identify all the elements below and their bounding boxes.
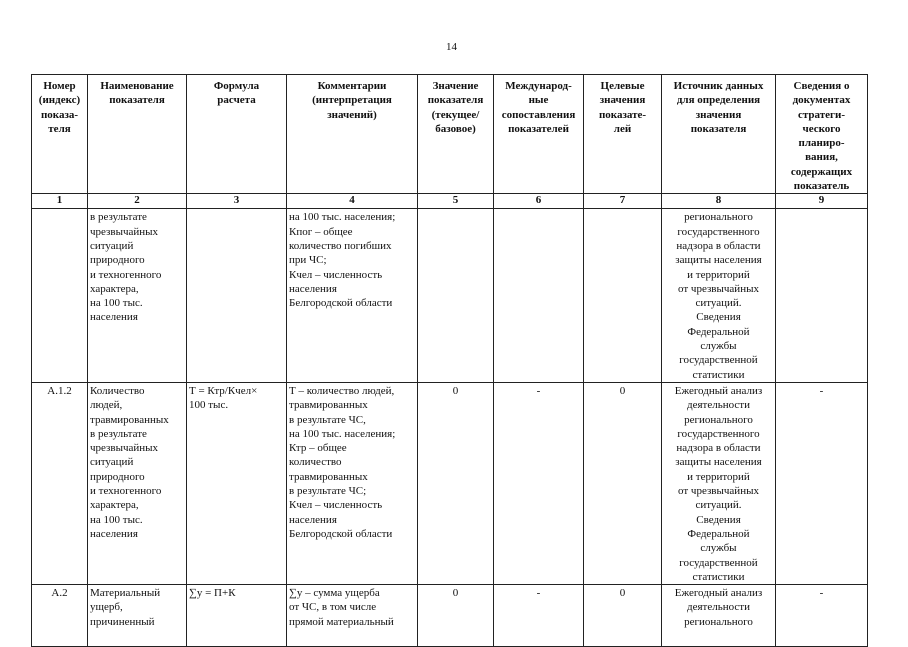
header-line: показатель [793, 180, 850, 193]
comment-line: Ктр – общее [289, 442, 347, 455]
data-source-line: Федеральной [687, 325, 750, 338]
data-source-line: регионального [684, 615, 753, 628]
column-number: 6 [494, 194, 584, 209]
column-number: 3 [187, 194, 287, 209]
data-source-line: государственной [679, 354, 758, 367]
international-comparison: - [536, 587, 541, 600]
indicator-name-line: ситуаций [90, 456, 134, 469]
indicator-name-cell [88, 209, 187, 383]
data-source-line: ситуаций. [695, 499, 742, 512]
strategic-documents: - [819, 384, 824, 397]
indicator-name-line: Количество [90, 384, 145, 397]
indicator-name-cell [88, 382, 187, 584]
data-source-line: статистики [692, 570, 745, 583]
indicator-name-line: причиненный [90, 615, 155, 628]
column-header-3 [187, 75, 287, 194]
indicator-name-line: травмированных [90, 413, 169, 426]
header-line: Наименование [100, 80, 174, 92]
data-source-cell [662, 585, 776, 647]
comment-line: на 100 тыс. населения; [289, 211, 396, 224]
comment-line: населения [289, 282, 337, 295]
indicators-table [31, 74, 868, 647]
comment-line: при ЧС; [289, 254, 327, 267]
data-source-line: регионального [684, 413, 753, 426]
indicator-name-line: природного [90, 470, 145, 483]
data-source-line: службы [700, 340, 737, 353]
comment-line: травмированных [289, 399, 368, 412]
column-number: 1 [32, 194, 88, 209]
indicator-name-line: природного [90, 254, 145, 267]
comment-cell [287, 209, 418, 383]
indicator-name-line: в результате [90, 211, 147, 224]
table-row [32, 209, 868, 383]
data-source-line: надзора в области [676, 442, 761, 455]
header-line: вания, [805, 151, 838, 164]
data-source-line: и территорий [687, 268, 750, 281]
target-value-cell [584, 209, 662, 383]
header-line: документах [792, 94, 851, 107]
comment-line: в результате ЧС, [289, 413, 366, 426]
column-header-6 [494, 75, 584, 194]
data-source-line: Сведения [696, 513, 741, 526]
international-comparison-cell [494, 209, 584, 383]
indicator-name-line: на 100 тыс. [90, 513, 143, 526]
indicator-name-line: и техногенного [90, 485, 162, 498]
strategic-documents: - [819, 587, 824, 600]
data-source-line: и территорий [687, 470, 750, 483]
data-source-line: надзора в области [676, 239, 761, 252]
data-source-line: защиты населения [675, 456, 762, 469]
indicator-value-cell [418, 209, 494, 383]
indicator-name-line: населения [90, 527, 138, 540]
column-number: 7 [584, 194, 662, 209]
indicator-index-cell [32, 585, 88, 647]
header-line: показателей [508, 122, 569, 135]
indicator-name-line: характера, [90, 499, 139, 512]
table-row [32, 585, 868, 647]
header-line: Сведения о [793, 80, 850, 92]
data-source-line: защиты населения [675, 254, 762, 267]
header-line: для определения [676, 94, 761, 107]
comment-line: травмированных [289, 470, 368, 483]
indicator-name-line: характера, [90, 282, 139, 295]
data-source-line: Федеральной [687, 527, 750, 540]
header-line: Целевые [600, 80, 645, 92]
column-number: 2 [88, 194, 187, 209]
data-source-line: от чрезвычайных [678, 485, 759, 498]
column-header-2 [88, 75, 187, 194]
comment-line: Кчел – численность [289, 268, 383, 281]
column-number: 9 [776, 194, 868, 209]
formula-cell [187, 382, 287, 584]
target-value: 0 [619, 587, 626, 600]
header-line: (текущее/ [431, 108, 480, 121]
comment-cell [287, 382, 418, 584]
column-number-row [32, 194, 868, 209]
page-number: 14 [446, 41, 457, 53]
comment-cell [287, 585, 418, 647]
header-line: Комментарии [317, 80, 387, 92]
target-value-cell [584, 382, 662, 584]
indicator-index: А.2 [51, 587, 68, 600]
header-line: ные [528, 94, 549, 107]
data-source-line: регионального [684, 211, 753, 224]
column-header-7 [584, 75, 662, 194]
comment-line: на 100 тыс. населения; [289, 427, 396, 440]
data-source-line: деятельности [687, 399, 750, 412]
indicator-index: А.1.2 [47, 384, 72, 397]
indicator-name-line: населения [90, 311, 138, 324]
comment-line: количество [289, 456, 342, 469]
header-line: значения [599, 94, 646, 107]
comment-line: Кчел – численность [289, 499, 383, 512]
comment-line: населения [289, 513, 337, 526]
data-source-line: службы [700, 542, 737, 555]
column-header-8 [662, 75, 776, 194]
international-comparison: - [536, 384, 541, 397]
data-source-line: ситуаций. [695, 297, 742, 310]
header-line: показателя [109, 94, 165, 107]
international-comparison-cell [494, 382, 584, 584]
strategic-documents-cell [776, 382, 868, 584]
column-number: 8 [662, 194, 776, 209]
comment-line: прямой материальный [289, 615, 394, 628]
header-line: стратеги- [797, 108, 846, 121]
comment-line: Белгородской области [289, 297, 393, 310]
header-row [32, 75, 868, 194]
indicator-name-line: людей, [90, 399, 123, 412]
header-line: Формула [213, 80, 260, 92]
indicator-value: 0 [452, 384, 459, 397]
header-line: сопоставления [501, 108, 576, 121]
formula-cell [187, 209, 287, 383]
column-header-9 [776, 75, 868, 194]
header-line: расчета [217, 94, 256, 107]
column-header-1 [32, 75, 88, 194]
header-line: лей [613, 122, 632, 135]
header-line: значения [695, 108, 742, 121]
formula-line: Т = Ктр/Кчел× [189, 384, 258, 397]
target-value: 0 [619, 384, 626, 397]
indicator-value-cell [418, 382, 494, 584]
comment-line: Белгородской области [289, 527, 393, 540]
indicator-name-line: и техногенного [90, 268, 162, 281]
column-number: 4 [287, 194, 418, 209]
data-source-line: деятельности [687, 601, 750, 614]
indicator-name-line: чрезвычайных [90, 442, 159, 455]
comment-line: Т – количество людей, [289, 384, 395, 397]
formula-cell [187, 585, 287, 647]
header-line: теля [48, 122, 71, 135]
target-value-cell [584, 585, 662, 647]
indicator-value: 0 [452, 587, 459, 600]
header-line: Значение [432, 80, 479, 92]
comment-line: от ЧС, в том числе [289, 601, 377, 614]
indicator-index-cell [32, 209, 88, 383]
data-source-line: государственного [677, 427, 760, 440]
comment-line: количество погибших [289, 239, 392, 252]
data-source-cell [662, 209, 776, 383]
indicator-name-line: чрезвычайных [90, 225, 159, 238]
header-line: базовое) [435, 122, 476, 135]
header-line: планиро- [798, 137, 845, 150]
data-source-line: статистики [692, 368, 745, 381]
comment-line: ∑у – сумма ущерба [289, 587, 380, 600]
column-header-5 [418, 75, 494, 194]
header-line: показателя [690, 122, 747, 135]
comment-line: Кпог – общее [289, 225, 353, 238]
indicator-name-line: в результате [90, 427, 147, 440]
header-line: (индекс) [38, 94, 81, 107]
header-line: Номер [43, 80, 76, 92]
data-source-line: государственной [679, 556, 758, 569]
formula-line: ∑у = П+К [189, 587, 236, 600]
data-source-line: Ежегодный анализ [674, 587, 763, 600]
data-source-line: Сведения [696, 311, 741, 324]
data-source-line: от чрезвычайных [678, 282, 759, 295]
indicator-name-cell [88, 585, 187, 647]
indicator-name-line: ситуаций [90, 239, 134, 252]
indicator-index-cell [32, 382, 88, 584]
header-line: показа- [40, 108, 79, 121]
comment-line: в результате ЧС; [289, 485, 367, 498]
table-row [32, 382, 868, 584]
header-line: содержащих [790, 165, 853, 178]
indicator-name-line: на 100 тыс. [90, 297, 143, 310]
header-line: ческого [802, 122, 841, 135]
header-line: Источник данных [673, 80, 764, 92]
column-number: 5 [418, 194, 494, 209]
indicator-name-line: ущерб, [90, 601, 123, 614]
data-source-line: государственного [677, 225, 760, 238]
header-line: показателя [427, 94, 484, 107]
header-line: показате- [598, 108, 647, 121]
data-source-cell [662, 382, 776, 584]
column-header-4 [287, 75, 418, 194]
indicator-name-line: Материальный [90, 587, 161, 600]
header-line: Международ- [505, 80, 572, 92]
international-comparison-cell [494, 585, 584, 647]
formula-line: 100 тыс. [189, 399, 229, 412]
header-line: значений) [327, 108, 377, 121]
indicator-value-cell [418, 585, 494, 647]
header-line: (интерпретация [312, 94, 392, 107]
data-source-line: Ежегодный анализ [674, 384, 763, 397]
strategic-documents-cell [776, 209, 868, 383]
strategic-documents-cell [776, 585, 868, 647]
